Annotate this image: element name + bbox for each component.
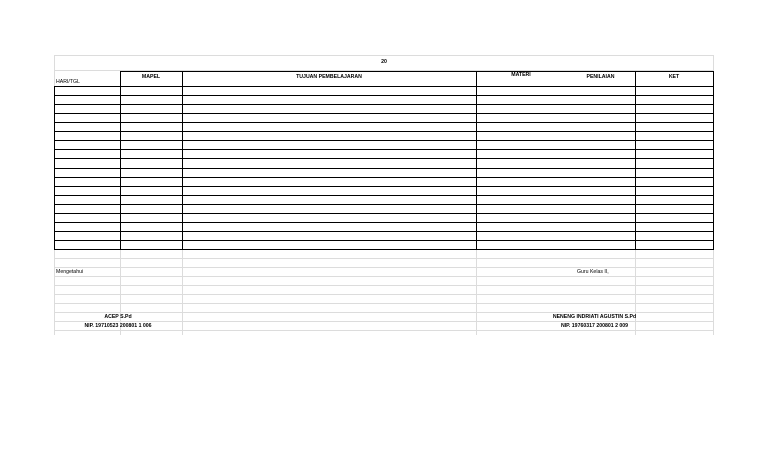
- table-row-line: [54, 113, 714, 114]
- header-materi: MATERI: [511, 72, 531, 78]
- worksheet: [54, 55, 714, 335]
- column-divider: [476, 71, 477, 250]
- table-row-line: [54, 204, 714, 205]
- gridline: [54, 258, 714, 259]
- gridline: [54, 294, 714, 295]
- gridline: [54, 312, 714, 313]
- table-row-line: [54, 122, 714, 123]
- header-penilaian: PENILAIAN: [586, 74, 615, 80]
- table-row-line: [54, 168, 714, 169]
- table-row-line: [54, 222, 714, 223]
- year-title: 20: [381, 59, 387, 65]
- table-row-line: [54, 149, 714, 150]
- header-ket: KET: [668, 74, 680, 80]
- table-row-line: [54, 131, 714, 132]
- table-row-line: [54, 249, 714, 250]
- gridline: [54, 267, 714, 268]
- gridline: [54, 303, 714, 304]
- column-divider: [120, 71, 121, 250]
- table-row-line: [54, 240, 714, 241]
- table-row-line: [54, 177, 714, 178]
- gridline: [54, 321, 714, 322]
- column-divider: [635, 71, 636, 250]
- table-row-line: [54, 95, 714, 96]
- header-hari-tgl: HARI/TGL: [56, 79, 80, 85]
- column-divider: [182, 71, 183, 250]
- table-header-bottom-border: [54, 86, 714, 87]
- table-row-line: [54, 213, 714, 214]
- table-right-border: [713, 71, 714, 250]
- gridline: [54, 276, 714, 277]
- gridline: [54, 330, 714, 331]
- gridline: [54, 55, 714, 56]
- table-row-line: [54, 158, 714, 159]
- table-row-line: [54, 104, 714, 105]
- header-tujuan-pembelajaran: TUJUAN PEMBELAJARAN: [296, 74, 362, 80]
- table-row-line: [54, 186, 714, 187]
- left-signatory-nip: NIP. 19710523 200801 1 006: [84, 323, 152, 329]
- right-signatory-nip: NIP. 19760317 200801 2 009: [560, 323, 629, 329]
- table-row-line: [54, 231, 714, 232]
- gridline: [182, 250, 183, 335]
- gridline: [54, 285, 714, 286]
- left-signatory-name: ACEP S.Pd: [104, 314, 132, 320]
- table-top-border: [120, 71, 714, 72]
- table-row-line: [54, 195, 714, 196]
- mengetahui-label: Mengetahui: [56, 269, 84, 275]
- right-signatory-name: NENENG INDRIATI AGUSTIN S.Pd: [552, 314, 637, 320]
- guru-kelas-label: Guru Kelas II,: [577, 269, 609, 275]
- table-row-line: [54, 140, 714, 141]
- header-mapel: MAPEL: [141, 74, 161, 80]
